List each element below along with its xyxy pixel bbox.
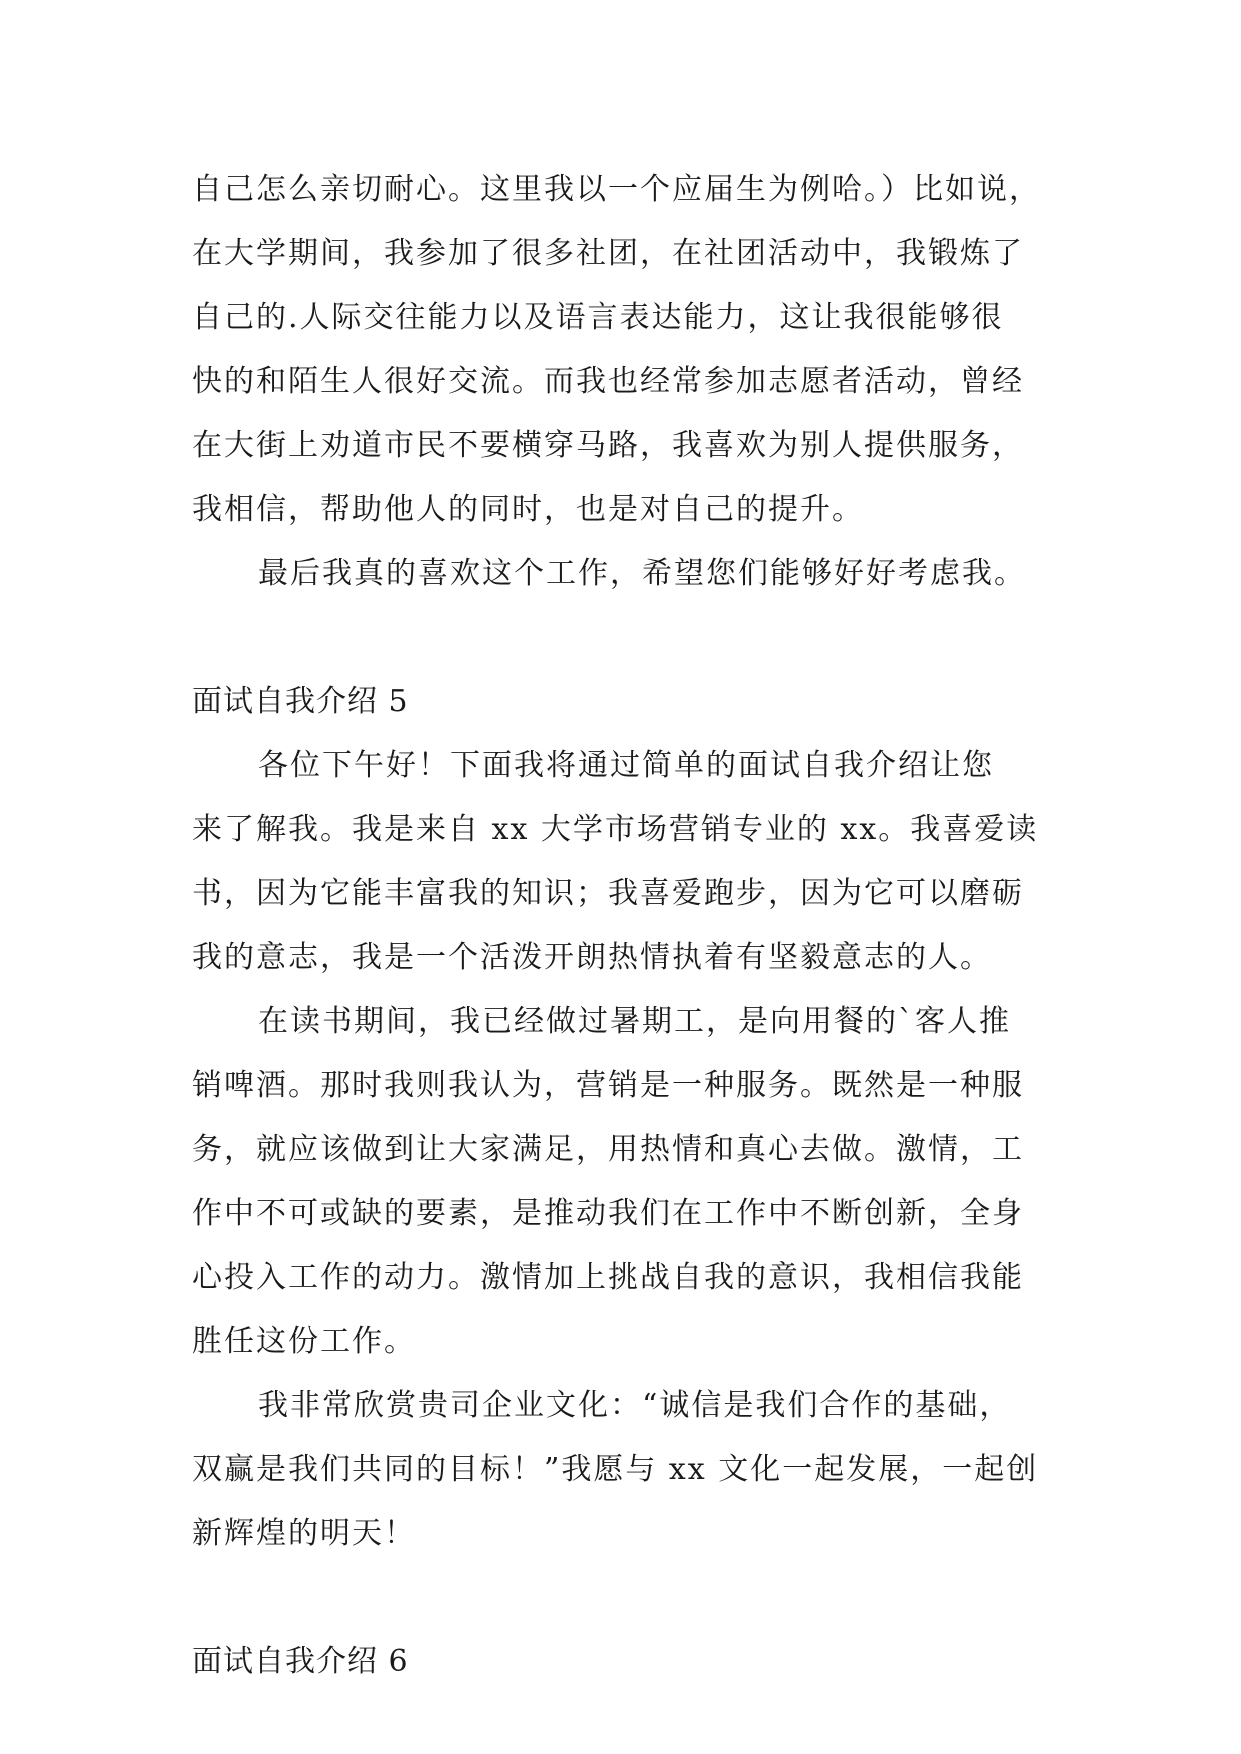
section-title-6: 面试自我介绍 6 <box>192 1644 409 1679</box>
section-title-5: 面试自我介绍 5 <box>192 684 409 719</box>
text-line: 双赢是我们共同的目标！”我愿与 xx 文化一起发展，一起创 <box>192 1452 1039 1487</box>
text-line: 胜任这份工作。 <box>192 1324 416 1359</box>
text-line: 自己怎么亲切耐心。这里我以一个应届生为例哈。）比如说， <box>192 172 1041 207</box>
text-line: 心投入工作的动力。激情加上挑战自我的意识，我相信我能 <box>192 1260 1024 1295</box>
text-line: 我的意志，我是一个活泼开朗热情执着有坚毅意志的人。 <box>192 940 992 975</box>
text-line: 自己的.人际交往能力以及语言表达能力，这让我很能够很 <box>192 300 1004 335</box>
document-body <box>192 158 1072 1694</box>
text-line: 在读书期间，我已经做过暑期工，是向用餐的`客人推 <box>258 1004 1011 1039</box>
text-line: 来了解我。我是来自 xx 大学市场营销专业的 xx。我喜爱读 <box>192 812 1039 847</box>
text-line: 销啤酒。那时我则我认为，营销是一种服务。既然是一种服 <box>192 1068 1024 1103</box>
text-line: 作中不可或缺的要素，是推动我们在工作中不断创新，全身 <box>192 1196 1024 1231</box>
text-line: 快的和陌生人很好交流。而我也经常参加志愿者活动，曾经 <box>192 364 1024 399</box>
text-line: 务，就应该做到让大家满足，用热情和真心去做。激情，工 <box>192 1132 1024 1167</box>
closing-paragraph: 最后我真的喜欢这个工作，希望您们能够好好考虑我。 <box>258 556 1026 591</box>
section-spacer <box>192 1566 1072 1630</box>
text-line: 我相信，帮助他人的同时，也是对自己的提升。 <box>192 492 864 527</box>
section-spacer <box>192 606 1072 670</box>
text-line: 在大学期间，我参加了很多社团，在社团活动中，我锻炼了 <box>192 236 1024 271</box>
text-line: 新辉煌的明天！ <box>192 1516 416 1551</box>
text-line: 各位下午好！下面我将通过简单的面试自我介绍让您 <box>258 748 994 783</box>
text-line: 我非常欣赏贵司企业文化：“诚信是我们合作的基础， <box>258 1388 1012 1423</box>
text-line: 书，因为它能丰富我的知识；我喜爱跑步，因为它可以磨砺 <box>192 876 1024 911</box>
text-line: 在大街上劝道市民不要横穿马路，我喜欢为别人提供服务， <box>192 428 1024 463</box>
